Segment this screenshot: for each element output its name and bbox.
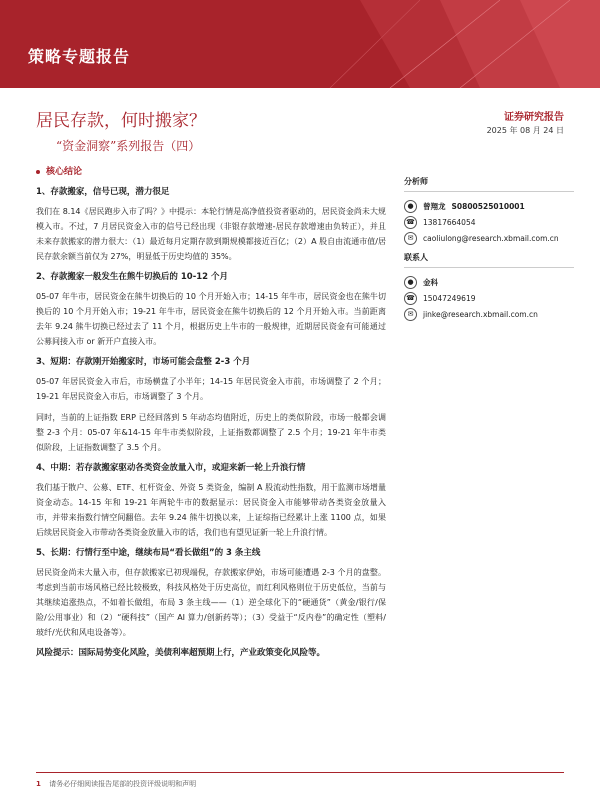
contact-phone-row	[404, 290, 574, 306]
footer	[36, 779, 196, 789]
contact-name: 金科	[423, 277, 438, 287]
core-label-text: 核心结论	[46, 167, 83, 177]
section-heading: 1、存款搬家，信号已现，潜力很足	[36, 187, 170, 197]
section-heading: 4、中期：若存款搬家驱动各类资金放量入市，或迎来新一轮上升浪行情	[36, 463, 306, 473]
analyst-phone: 13817664054	[423, 217, 476, 227]
section-heading: 2、存款搬家一般发生在熊牛切换后的 10-12 个月	[36, 272, 229, 282]
section-paragraph: 我们基于散户、公募、ETF、杠杆资金、外资 5 类资金，编制 A 股流动性指数，用于监测市场增量资金动态。14-15 年和 19-21 年两轮牛市的数据显示：居民资金入市能够带动各类资金放量入市，并带来指数行情空间翻倍。去年 9.24 熊牛切换以来，上证综指已经累计上涨 1100 点，如果后续居民资金入市带动各类资金放量入市的话，我们也有望见证新一轮上升浪行情。	[36, 483, 386, 537]
contact-email-row	[404, 306, 574, 322]
header-banner	[0, 0, 600, 88]
contact-label: 联系人	[404, 253, 428, 262]
person-icon: ●	[404, 276, 417, 289]
footer-disclaimer: 请务必仔细阅读报告尾部的投资评级说明和声明	[49, 780, 197, 788]
divider	[404, 267, 574, 268]
report-type: 证券研究报告	[504, 112, 564, 123]
page-number: 1	[36, 780, 41, 788]
banner-title: 策略专题报告	[28, 47, 131, 66]
report-date: 2025 年 08 月 24 日	[486, 126, 564, 135]
divider	[404, 191, 574, 192]
email-icon: ✉	[404, 232, 417, 245]
section-paragraph: 居民资金尚未大量入市，但存款搬家已初现端倪，存款搬家伊始，市场可能遭遇 2-3 个月的盘整。考虑到当前市场风格已经比较极致，科技风格处于历史高位，而红利风格则位于历史低位，当前与其继续追涨热点，不如着长做组，布局 3 条主线——（1）逆全球化下的“硬通货”（黄金/银行/保险/公用事业）和（2）“硬科技”（国产 AI 算力/创新药等）；（3）受益于“反内卷”的确定性（塑料/玻纤/光伏和风电设备等）。	[36, 568, 386, 637]
core-conclusion-label	[36, 164, 82, 177]
analyst-phone-row	[404, 214, 574, 230]
bullet-icon	[36, 170, 40, 174]
phone-icon: ☎	[404, 216, 417, 229]
sidebar	[404, 176, 574, 322]
section-paragraph: 05-07 年牛市，居民资金在熊牛切换后的 10 个月开始入市；14-15 年牛市，居民资金也在熊牛切换后的 10 个月开始入市；19-21 年牛市，居民资金在熊牛切换后的 12 个月开始入市。当前距离去年 9.24 熊牛切换已经过去了 11 个月，根据历史上牛市的一般规律，近期居民资金有可能通过公募间接入市 or 新开户直接入市。	[36, 292, 386, 346]
section-paragraph: 同时，当前的上证指数 ERP 已经回落到 5 年动态均值附近，历史上的类似阶段，市场一般都会调整 2-3 个月：05-07 年&14-15 年牛市类似阶段，上证指数都调整了 2.5 个月；19-21 年牛市类似阶段，上证指数调整了 3.5 个月。	[36, 413, 386, 452]
section-paragraph: 我们在 8.14《居民跑步入市了吗？》中提示：本轮行情是高净值投资者驱动的，居民资金尚未大规模入市。不过，7 月居民资金入市的信号已经出现（非银存款增速-居民存款增速由负转正），并且未来存款搬家的潜力很大：（1）最近每月定期存款到期规模都接近百亿；（2）A 股自由流通市值/居民存款余额当前仅为 27%，明显低于历史均值的 35%。	[36, 207, 386, 261]
contact-phone: 15047249619	[423, 293, 476, 303]
analyst-email[interactable]: caoliulong@research.xbmail.com.cn	[423, 233, 559, 243]
person-icon: ●	[404, 200, 417, 213]
phone-icon: ☎	[404, 292, 417, 305]
analyst-email-row	[404, 230, 574, 246]
risk-warning: 风险提示：国际局势变化风险，美债利率超预期上行，产业政策变化风险等。	[36, 648, 326, 658]
main-content	[36, 181, 386, 665]
analyst-id: S0800525010001	[451, 201, 525, 211]
contact-name-row	[404, 274, 574, 290]
analyst-name-row	[404, 198, 574, 214]
analyst-label: 分析师	[404, 177, 428, 186]
footer-divider	[36, 772, 564, 773]
report-subtitle: “资金洞察”系列报告（四）	[56, 139, 201, 153]
section-heading: 3、短期：存款刚开始搬家时，市场可能会盘整 2-3 个月	[36, 357, 251, 367]
email-icon: ✉	[404, 308, 417, 321]
section-heading: 5、长期：行情行至中途，继续布局“看长做组”的 3 条主线	[36, 548, 261, 558]
analyst-name: 曾翔龙	[423, 201, 446, 211]
contact-email[interactable]: jinke@research.xbmail.com.cn	[423, 309, 538, 319]
report-title: 居民存款，何时搬家？	[36, 111, 206, 131]
banner-decoration-icon	[270, 0, 600, 88]
section-paragraph: 05-07 年居民资金入市后，市场横盘了小半年；14-15 年居民资金入市前，市场调整了 2 个月；19-21 年居民资金入市后，市场调整了 3 个月。	[36, 377, 386, 401]
